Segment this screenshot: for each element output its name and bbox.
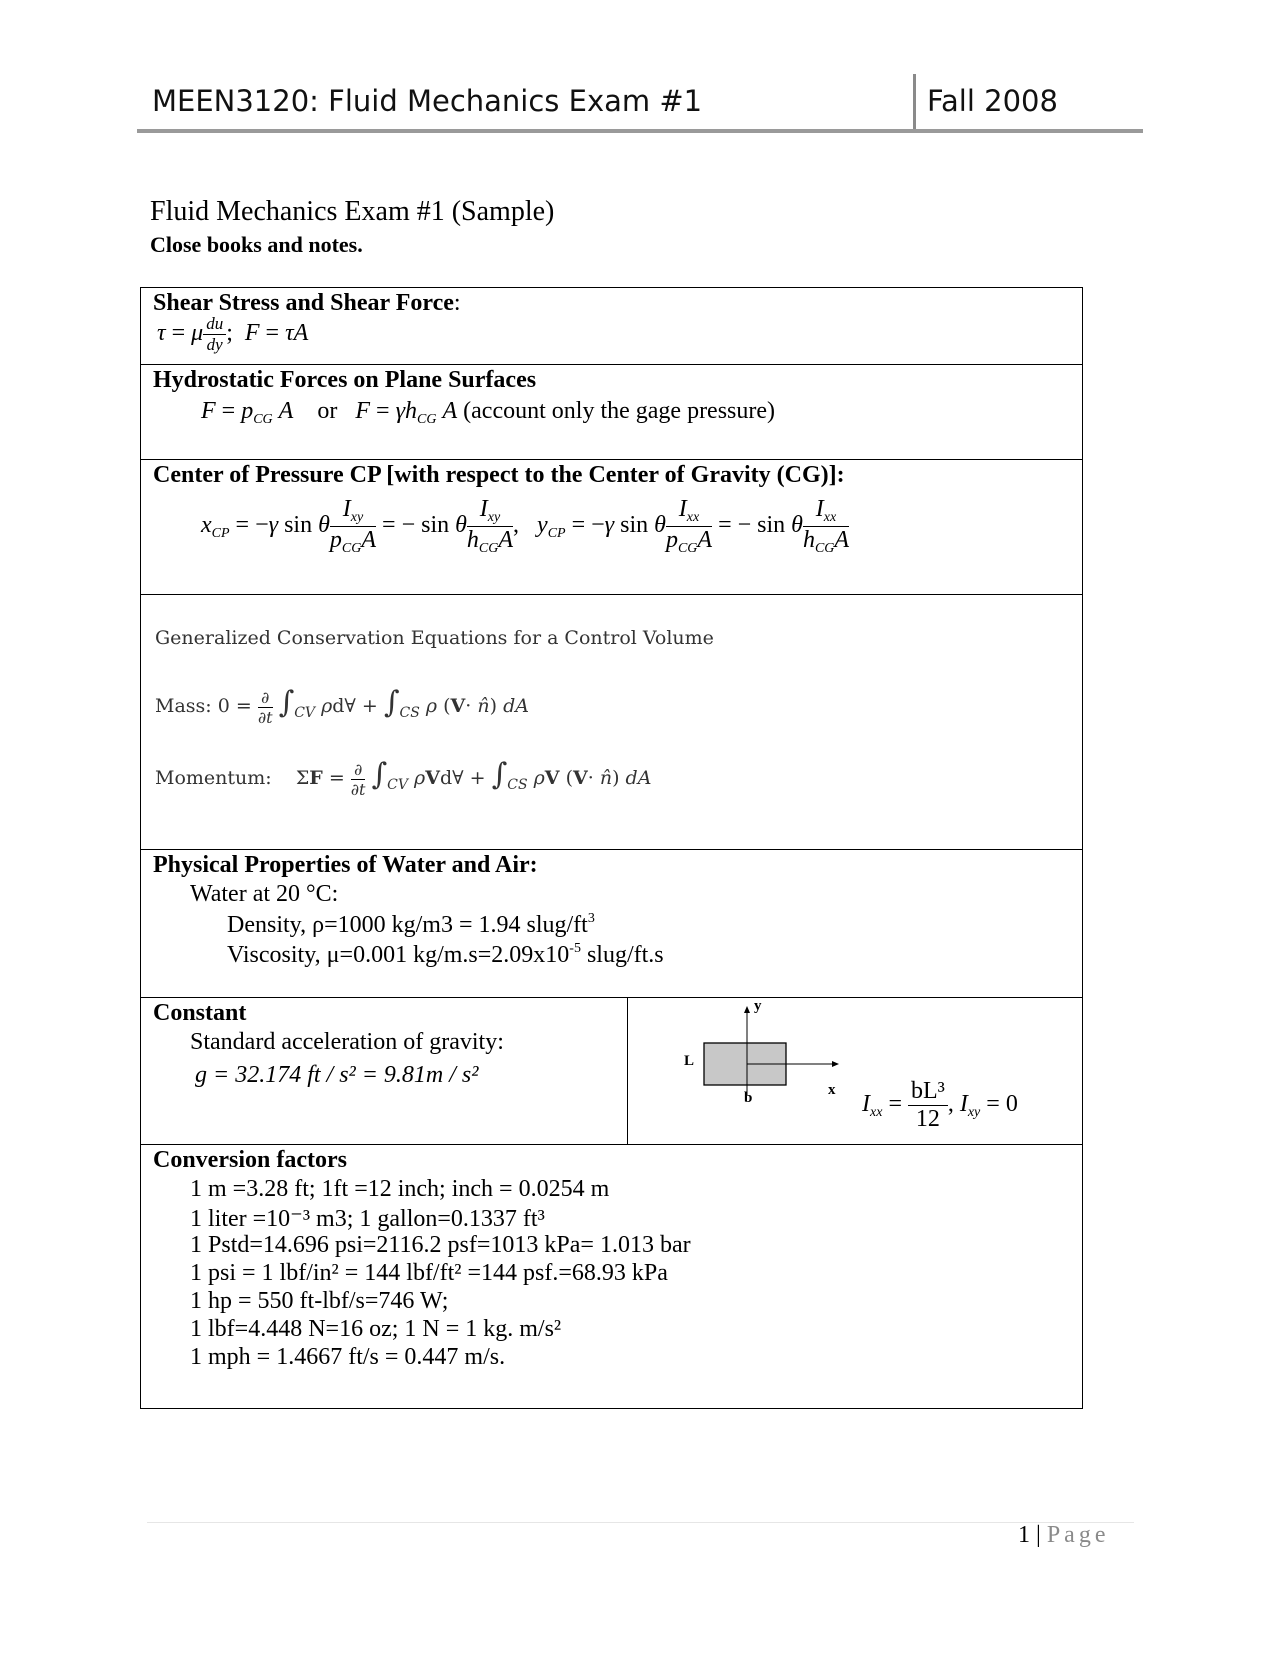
water-label: Water at 20 °C: xyxy=(190,881,339,907)
header-separator xyxy=(913,74,916,130)
gravity-label: Standard acceleration of gravity: xyxy=(190,1029,504,1055)
hydro-equation: $F = p_{CG}$ A or $F = \gamma h_{CG}$ A (account only the gage pressure) xyxy=(201,398,776,427)
inertia-equation: $I_{xx}$ = $\frac{\text{bL³}}{12}$ , $I_{xy} = 0$ xyxy=(862,1078,1018,1132)
document-title: Fluid Mechanics Exam #1 (Sample) xyxy=(150,196,555,227)
viscosity-line: Viscosity, μ=0.001 $kg/m.s=2.09x10^{-5}$ slug/ft.s xyxy=(227,941,664,968)
momentum-equation: Momentum: ΣF = $\frac{\partial}{\partial t}$ $\int_{CV}$ ρVd∀ + $\int_{CS}$ ρV (V· n̂) dA xyxy=(155,757,652,799)
section-properties xyxy=(141,850,1082,998)
conversion-heading: Conversion factors xyxy=(153,1147,347,1173)
cp-equation: $x_{CP} = -\gamma$ sin θ $\frac{I_{xy}}{p_{CG}A}$ = − sin θ $\frac{I_{xy}}{h_{CG}A}$ , $y_{CP} = -\gamma$ sin θ $\frac{I_{xx}}{p_{CG}A}$ = − sin θ $\frac{I_{xx}}{h_{CG}A}$ xyxy=(201,496,850,556)
x-axis-arrow-icon xyxy=(832,1061,839,1067)
page-label: Page xyxy=(1046,1522,1110,1548)
conversion-line: 1 hp = 550 ft-lbf/s=746 W; xyxy=(190,1288,449,1314)
inertia-diagram-cell xyxy=(628,998,1082,1144)
section-conservation xyxy=(141,595,1082,850)
shear-equation: τ = μ $\frac{du}{dy}$ ; F = τA xyxy=(157,314,309,354)
header-rule xyxy=(137,129,1143,133)
diagram-L-label: L xyxy=(684,1053,695,1069)
formula-sheet xyxy=(140,287,1083,1409)
section-conversion xyxy=(141,1145,1082,1408)
y-axis-arrow-icon xyxy=(744,1006,750,1013)
course-title: MEEN3120: Fluid Mechanics Exam #1 xyxy=(152,84,703,118)
page-header xyxy=(137,70,1143,134)
section-constant xyxy=(141,998,1082,1145)
diagram-x-label: x xyxy=(828,1082,836,1098)
footer-separator: | xyxy=(1036,1522,1041,1548)
mass-equation: Mass: 0 = $\frac{\partial}{\partial t}$ $\int_{CV}$ ρd∀ + $\int_{CS}$ ρ (V· n̂) dA xyxy=(155,685,529,727)
hydro-heading: Hydrostatic Forces on Plane Surfaces xyxy=(153,367,537,393)
conservation-heading: Generalized Conservation Equations for a Control Volume xyxy=(155,627,714,649)
diagram-b-label: b xyxy=(744,1090,753,1106)
conversion-line: 1 Pstd=14.696 psi=2116.2 psf=1013 kPa= 1.013 bar xyxy=(190,1232,691,1258)
conversion-line: 1 lbf=4.448 N=16 oz; 1 N = 1 kg. m/s² xyxy=(190,1316,562,1342)
section-hydrostatic xyxy=(141,365,1082,460)
diagram-y-label: y xyxy=(754,998,762,1014)
page-footer xyxy=(1018,1522,1109,1549)
conversion-line: 1 mph = 1.4667 ft/s = 0.447 m/s. xyxy=(190,1344,506,1370)
gravity-equation: g = 32.174 ft / s² = 9.81m / s² xyxy=(195,1062,479,1088)
conversion-line: 1 m =3.28 ft; 1ft =12 inch; inch = 0.0254 m xyxy=(190,1176,610,1202)
constant-heading: Constant xyxy=(153,1000,247,1026)
constant-cell xyxy=(141,998,628,1144)
section-shear: Shear Stress and Shear Force: τ = μ $\frac{du}{dy}$ ; F = τA xyxy=(141,288,1082,365)
term-label: Fall 2008 xyxy=(927,84,1058,118)
conversion-line: 1 liter =10⁻³ m3; 1 gallon=0.1337 ft³ xyxy=(190,1206,545,1232)
document-subtitle: Close books and notes. xyxy=(150,232,363,257)
footer-rule xyxy=(147,1522,1134,1523)
conversion-line: 1 psi = 1 lbf/in² = 144 lbf/ft² =144 psf.=68.93 kPa xyxy=(190,1260,668,1286)
properties-heading: Physical Properties of Water and Air: xyxy=(153,852,538,878)
shear-heading: Shear Stress and Shear Force xyxy=(153,290,454,316)
cp-heading: Center of Pressure CP [with respect to the Center of Gravity (CG)]: xyxy=(153,462,845,488)
section-center-of-pressure xyxy=(141,460,1082,595)
page-number: 1 xyxy=(1018,1522,1030,1548)
density-line: Density, ρ=1000 kg/m3 = 1.94 slug/$ft^3$ xyxy=(227,911,595,938)
